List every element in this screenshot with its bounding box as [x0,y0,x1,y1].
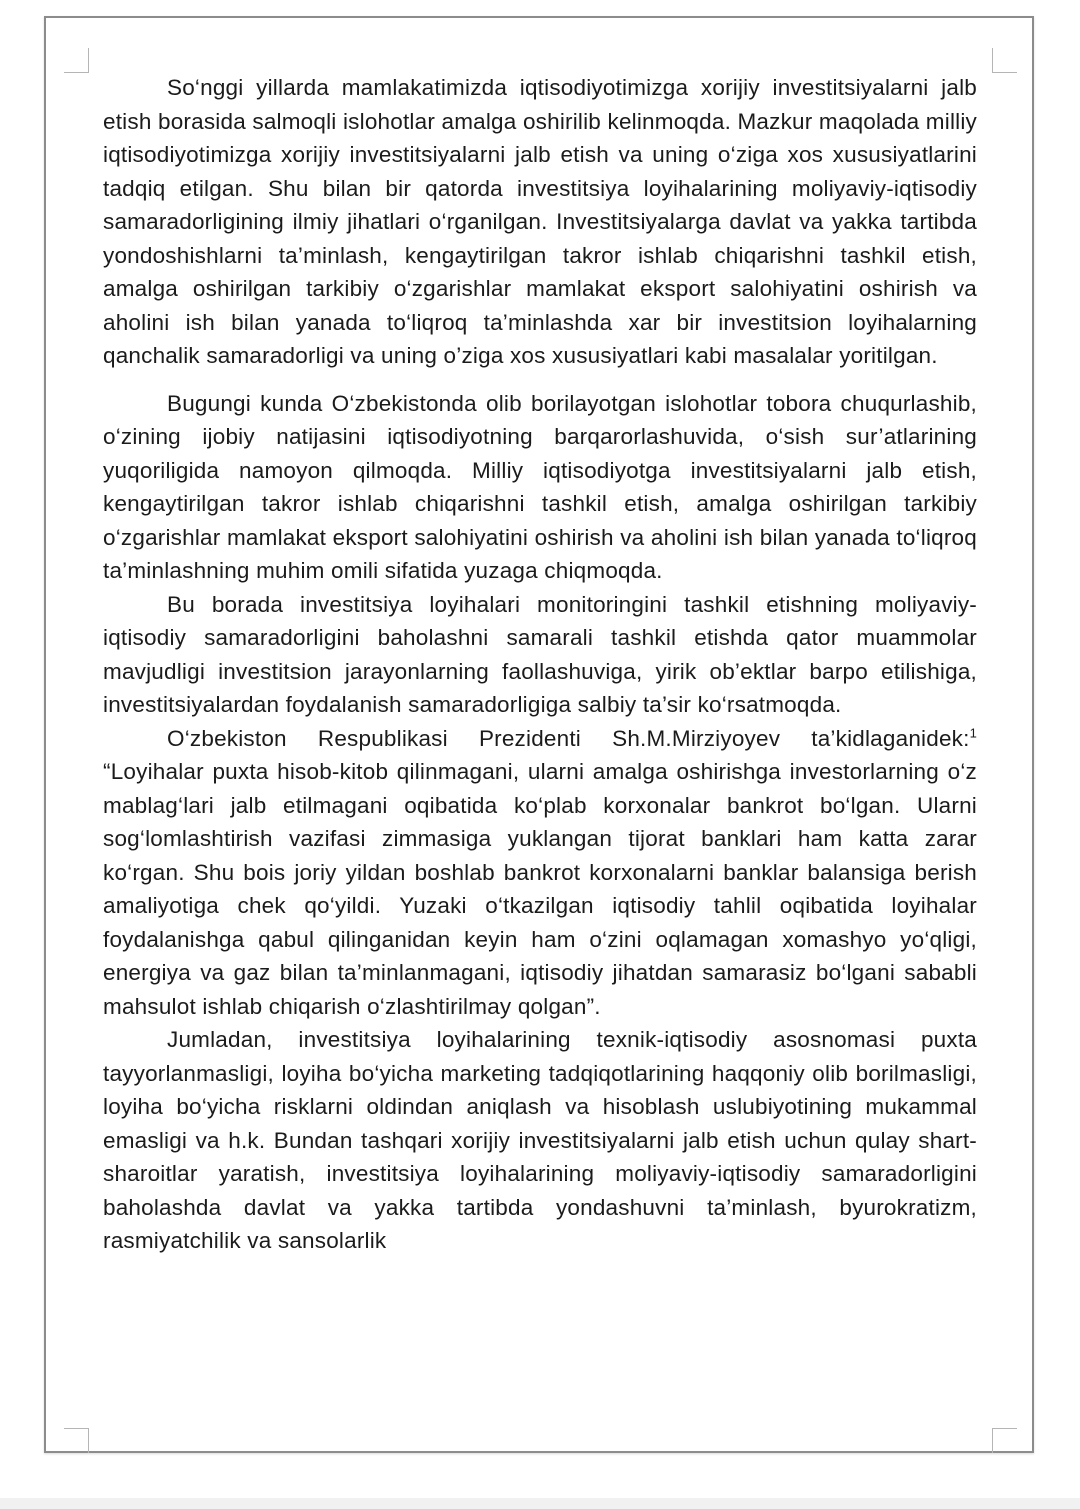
margin-corner-mark-bottom-left [64,1428,89,1453]
paragraph-3: Bu borada investitsiya loyihalari monitoringini tashkil etishning moliyaviy- iqtisodiy samaradorligini baholashni samarali tashkil etishda qator muammolar mavjudligi investitsion jarayonlarning faollashuviga, yirik ob’ektlar barpo etilishiga, investitsiyalardan foydalanish samaradorligiga salbiy ta’sir ko‘rsatmoqda. [103,591,977,717]
viewport-background [0,1498,1080,1509]
margin-corner-mark-top-left [64,48,89,73]
margin-corner-mark-bottom-right [992,1428,1017,1453]
paragraph-2: Bugungi kunda O‘zbekistonda olib borilayotgan islohotlar tobora chuqurlashib, o‘zining ijobiy natijasini iqtisodiyotning barqarorlashuvida, o‘sish sur’atlarining yuqoriligida namoyon qilmoqda. Milliy iqtisodiyotga investitsiyalarni jalb etish, kengaytirilgan takror ishlab chiqarishni tashkil etish, amalga oshirilgan tarkibiy o‘zgarishlar mamlakat eksport salohiyatini oshirish va aholini ish bilan yanada to‘liqroq ta’minlashning muhim omili sifatida yuzaga chiqmoqda. [103,390,977,583]
margin-corner-mark-top-right [992,48,1017,73]
paragraph-4-quote: “Loyihalar puxta hisob-kitob qilinmagani, ularni amalga oshirishga investorlarning o‘z mablag‘lari jalb etilmagani oqibatida ko‘plab korxonalar bankrot bo‘lgan. Ularni sog‘lomlashtirish vazifasi zimmasiga yuklangan tijorat banklari ham katta zarar ko‘rgan. Shu bois joriy yildan boshlab bankrot korxonalarni banklar balansiga berish amaliyotiga chek qo‘yildi. Yuzaki o‘tkazilgan iqtisodiy tahlil oqibatida loyihalar foydalanishga qabul qilinganidan keyin ham o‘zini oqlamagan xomashyo yo‘qligi, energiya va gaz bilan ta’minlanmagani, iqtisodiy jihatdan samarasiz bo‘lgani sababli mahsulot ishlab chiqarish o‘zlashtirilmay qolgan”. [103,759,977,1019]
paragraph-4-lead: O‘zbekiston Respublikasi Prezidenti Sh.M.Mirziyoyev ta’kidlaganidek: [167,725,970,751]
paragraph-5: Jumladan, investitsiya loyihalarining texnik-iqtisodiy asosnomasi puxta tayyorlanmasligi, loyiha bo‘yicha marketing tadqiqotlarining haqqoniy olib borilmasligi, loyiha bo‘yicha risklarni oldindan aniqlash va hisoblash uslubiyotining mukammal emasligi va h.k. Bundan tashqari xorijiy investitsiyalarni jalb etish uchun qulay shart-sharoitlar yaratish, investitsiya loyihalarining moliyaviy-iqtisodiy samaradorligini baholashda davlat va yakka tartibda yondashuvni ta’minlash, byurokratizm, rasmiyatchilik va sansolarlik [103,1027,977,1253]
footnote-reference[interactable]: 1 [969,725,977,740]
paragraph-4 [103,722,977,1024]
paragraph-1: So‘nggi yillarda mamlakatimizda iqtisodiyotimizga xorijiy investitsiyalarni jalb etish borasida salmoqli islohotlar amalga oshirilib kelinmoqda. Mazkur maqolada milliy iqtisodiyotimizga xorijiy investitsiyalarni jalb etish va uning o‘ziga xos xususiyatlarini tadqiq etilgan. Shu bilan bir qatorda investitsiya loyihalarining moliyaviy-iqtisodiy samaradorligining ilmiy jihatlari o‘rganilgan. Investitsiyalarga davlat va yakka tartibda yondoshishlarni ta’minlash, kengaytirilgan takror ishlab chiqarishni tashkil etish, amalga oshirilgan tarkibiy o‘zgarishlar mamlakat eksport salohiyatini oshirish va aholini ish bilan yanada to‘liqroq ta’minlashda xar bir investitsion loyihalarning qanchalik samaradorligi va uning o’ziga xos xususiyatlari kabi masalalar yoritilgan. [103,75,977,368]
document-body[interactable] [103,71,977,1445]
